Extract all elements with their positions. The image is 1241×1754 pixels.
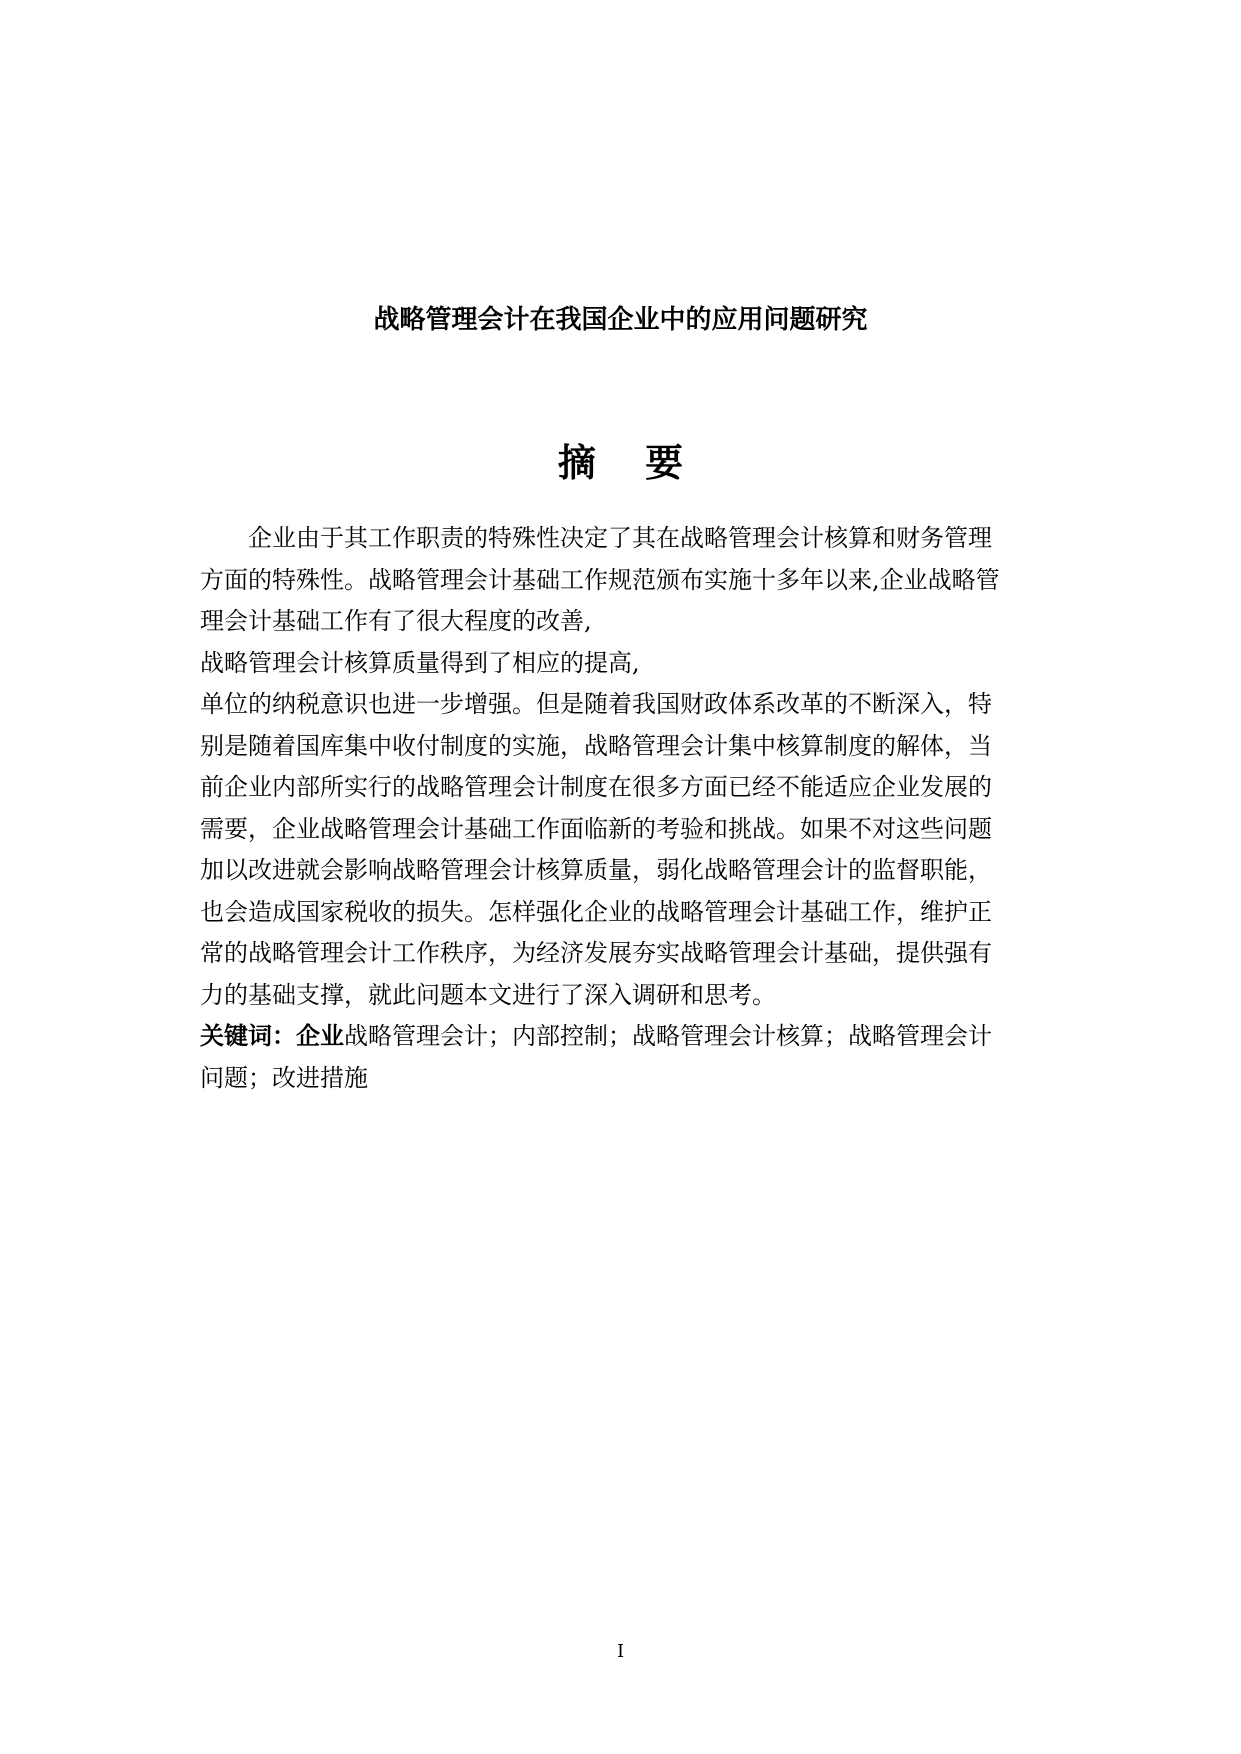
abstract-line: 常的战略管理会计工作秩序，为经济发展夯实战略管理会计基础，提供强有 — [200, 939, 992, 967]
page-title: 战略管理会计在我国企业中的应用问题研究 — [373, 305, 868, 335]
abstract-line: 力的基础支撑，就此问题本文进行了深入调研和思考。 — [200, 980, 776, 1009]
abstract-line: 理会计基础工作有了很大程度的改善, — [200, 607, 592, 635]
keywords-line-continued: 问题；改进措施 — [200, 1063, 368, 1092]
abstract-line: 前企业内部所实行的战略管理会计制度在很多方面已经不能适应企业发展的 — [200, 773, 992, 801]
keywords-label: 关键词：企业 — [200, 1022, 344, 1050]
abstract-body — [200, 518, 1040, 1099]
abstract-line: 需要，企业战略管理会计基础工作面临新的考验和挑战。如果不对这些问题 — [200, 814, 992, 843]
abstract-line: 方面的特殊性。战略管理会计基础工作规范颁布实施十多年以来,企业战略管 — [200, 565, 1000, 594]
abstract-line: 别是随着国库集中收付制度的实施，战略管理会计集中核算制度的解体，当 — [200, 731, 992, 760]
abstract-line: 单位的纳税意识也进一步增强。但是随着我国财政体系改革的不断深入，特 — [200, 690, 992, 718]
abstract-heading: 摘 要 — [557, 441, 702, 485]
abstract-line: 也会造成国家税收的损失。怎样强化企业的战略管理会计基础工作，维护正 — [200, 897, 992, 926]
abstract-line: 加以改进就会影响战略管理会计核算质量，弱化战略管理会计的监督职能， — [200, 856, 992, 884]
keywords-line — [200, 1016, 1040, 1058]
page-number: I — [616, 1641, 625, 1662]
abstract-line: 战略管理会计核算质量得到了相应的提高, — [200, 648, 640, 677]
abstract-line: 企业由于其工作职责的特殊性决定了其在战略管理会计核算和财务管理 — [248, 524, 992, 552]
keywords-text: 战略管理会计；内部控制；战略管理会计核算；战略管理会计 — [344, 1022, 992, 1050]
